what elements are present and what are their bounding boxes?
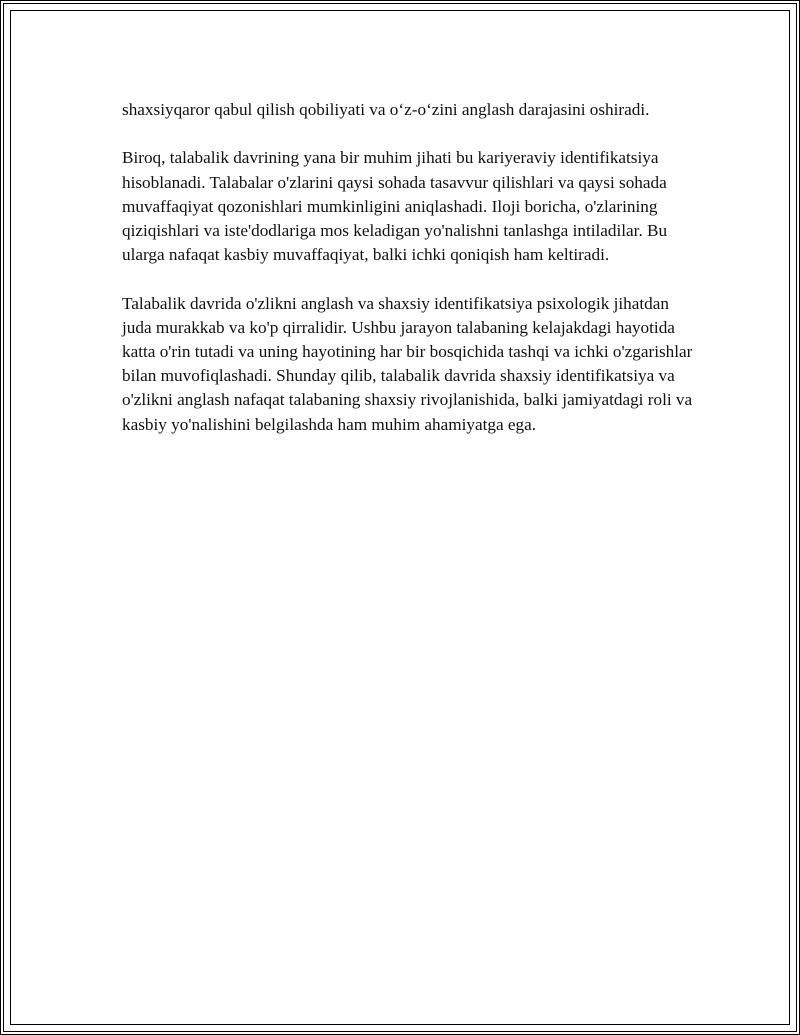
paragraph-3: Talabalik davrida o'zlikni anglash va shaxsiy identifikatsiya psixologik jihatdan juda murakkab va ko'p qirralidir. Ushbu jarayon talabaning kelajakdagi hayotida katta o'rin tutadi va uning hayotining har bir bosqichida tashqi va ichki o'zgarishlar bilan muvofiqlashadi. Shunday qilib, talabalik davrida shaxsiy identifikatsiya va o'zlikni anglash nafaqat talabaning shaxsiy rivojlanishida, balki jamiyatdagi roli va kasbiy yo'nalishini belgilashda ham muhim ahamiyatga ega. — [122, 293, 693, 434]
paragraph-2: Biroq, talabalik davrining yana bir muhim jihati bu kariyeraviy identifikatsiya hisoblanadi. Talabalar o'zlarini qaysi sohada tasavvur qilishlari va qaysi sohada muvaffaqiyat qozonishlari mumkinligini aniqlashadi. Iloji boricha, o'zlarining qiziqishlari va iste'dodlariga mos keladigan yo'nalishni tanlashga intiladilar. Bu ularga nafaqat kasbiy muvaffaqiyat, balki ichki qoniqish ham keltiradi. — [122, 148, 668, 265]
document-body — [122, 98, 697, 461]
paragraph-1: shaxsiyqaror qabul qilish qobiliyati va o‘z-o‘zini anglash darajasini oshiradi. — [122, 100, 650, 119]
